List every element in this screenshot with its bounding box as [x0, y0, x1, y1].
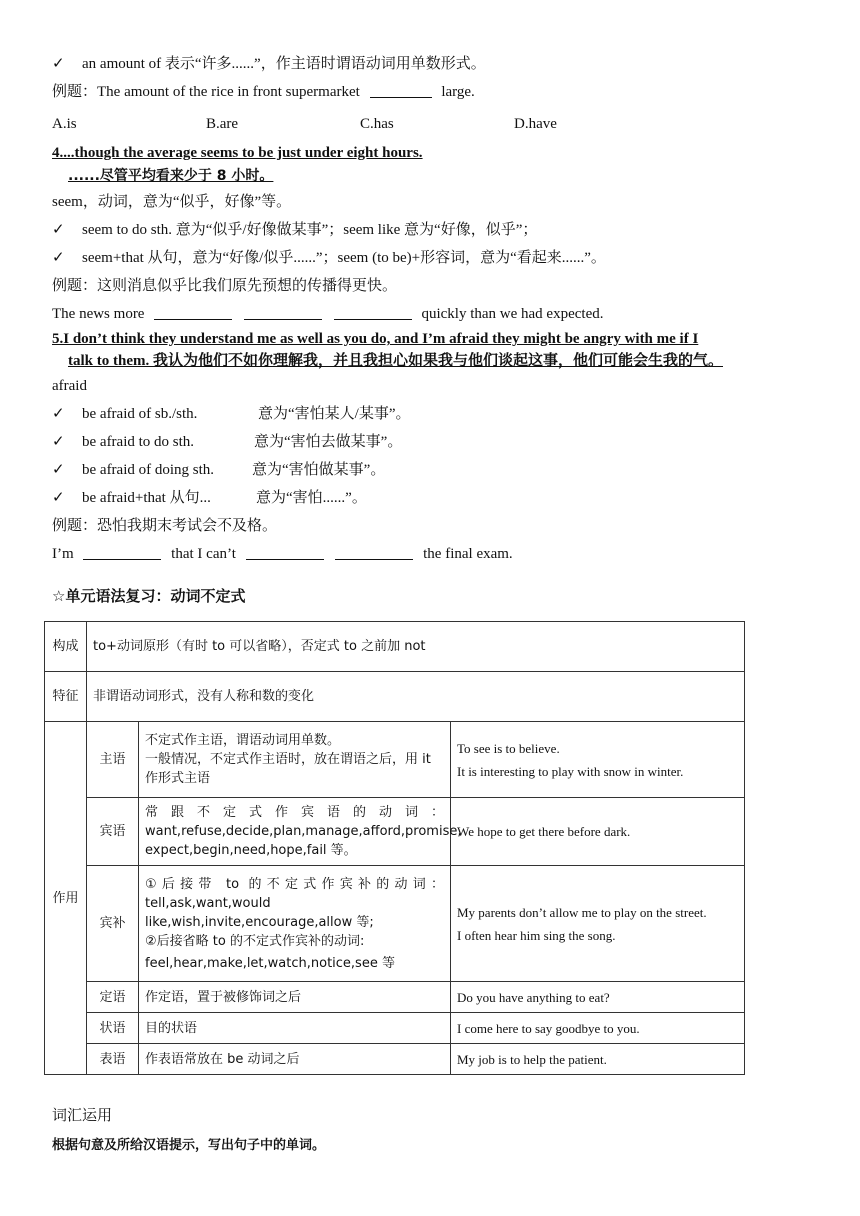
vocab-instructions: 根据句意及所给汉语提示，写出句子中的单词。	[52, 1138, 326, 1153]
table-row	[45, 672, 745, 722]
desc-cell	[139, 798, 462, 866]
check-icon: ✓	[52, 406, 65, 422]
desc-cell	[139, 722, 451, 798]
answer-blank[interactable]	[83, 543, 161, 560]
table-row	[45, 866, 745, 982]
example-cell: We hope to get there before dark.	[451, 798, 745, 866]
option-b[interactable]: B.are	[206, 116, 239, 132]
example-cell	[451, 866, 745, 982]
example-question-1	[52, 78, 822, 106]
example-text: I’m	[52, 546, 74, 562]
afraid-usage-4	[52, 484, 822, 512]
answer-blank[interactable]	[335, 543, 413, 560]
example-line: My parents don’t allow me to play on the street.	[457, 904, 707, 920]
desc-cell: 目的状语	[139, 1013, 451, 1044]
afraid-word: afraid	[52, 378, 87, 394]
row-label: 特征	[45, 672, 87, 722]
role-cell: 定语	[87, 982, 139, 1013]
row-text: 非谓语动词形式，没有人称和数的变化	[87, 672, 745, 722]
usage-phrase: be afraid to do sth.	[82, 434, 195, 450]
heading-5-cont: talk to them. 我认为他们不如你理解我，并且我担心如果我与他们谈起这事，他们可能会生我的气。	[68, 353, 723, 369]
afraid-usage-3	[52, 456, 822, 484]
row-label: 作用	[45, 722, 87, 1075]
table-row	[45, 798, 745, 866]
desc-cell: 作定语，置于被修饰词之后	[139, 982, 451, 1013]
afraid-usage-1	[52, 400, 822, 428]
check-icon: ✓	[52, 250, 65, 266]
usage-phrase: be afraid of sb./sth.	[82, 406, 198, 422]
usage-text: seem+that 从句，意为“好像/似乎......”；seem (to be)+形容词，意为“看起来......”。	[82, 250, 606, 266]
seem-usage-1	[52, 216, 822, 244]
table-row	[45, 722, 745, 798]
check-icon: ✓	[52, 490, 65, 506]
seem-usage-2	[52, 244, 822, 272]
example-cell	[451, 722, 745, 798]
answer-blank[interactable]	[154, 303, 232, 320]
check-icon: ✓	[52, 462, 65, 478]
example-cell: I come here to say goodbye to you.	[451, 1013, 745, 1044]
desc-line: 一般情况，不定式作主语时，放在谓语之后，用 it 作形式主语	[145, 752, 431, 786]
usage-meaning: 意为“害怕某人/某事”。	[258, 406, 411, 422]
desc-line: ②后接省略 to 的不定式作宾补的动词:	[145, 933, 365, 949]
note-text: an amount of 表示“许多......”，作主语时谓语动词用单数形式。	[82, 56, 486, 72]
table-row	[45, 982, 745, 1013]
desc-line: 常跟不定式作宾语的动词：	[145, 805, 444, 820]
role-cell: 宾语	[87, 798, 139, 866]
example-text: The news more	[52, 306, 145, 322]
desc-line: tell,ask,want,would like,wish,invite,encourage,allow 等;	[145, 895, 374, 930]
option-c[interactable]: C.has	[360, 116, 394, 132]
example2-en	[52, 540, 822, 568]
check-icon: ✓	[52, 434, 65, 450]
role-cell: 表语	[87, 1044, 139, 1075]
usage-meaning: 意为“害怕......”。	[256, 490, 367, 506]
example-text: that I can’t	[171, 546, 236, 562]
answer-blank[interactable]	[246, 543, 324, 560]
example-cn: 例题：这则消息似乎比我们原先预想的传播得更快。	[52, 278, 398, 294]
role-cell: 状语	[87, 1013, 139, 1044]
heading-4: 4....though the average seems to be just under eight hours.	[52, 145, 423, 161]
example-text: 例题：The amount of the rice in front supermarket	[52, 84, 360, 100]
example-text-end: the final exam.	[423, 546, 513, 562]
desc-line: feel,hear,make,let,watch,notice,see 等	[145, 955, 395, 971]
answer-blank[interactable]	[370, 81, 432, 98]
heading-5: 5.I don’t think they understand me as well as you do, and I’m afraid they might be angry with me if I	[52, 331, 699, 347]
example-cell: Do you have anything to eat?	[451, 982, 745, 1013]
usage-meaning: 意为“害怕做某事”。	[252, 462, 386, 478]
usage-phrase: be afraid+that 从句...	[82, 490, 211, 506]
example-line: It is interesting to play with snow in winter.	[457, 763, 684, 779]
desc-line: want,refuse,decide,plan,manage,afford,promise, expect,begin,need,hope,fail 等。	[145, 824, 462, 858]
option-d[interactable]: D.have	[514, 116, 557, 132]
check-icon: ✓	[52, 222, 65, 238]
table-row	[45, 1044, 745, 1075]
usage-phrase: be afraid of doing sth.	[82, 462, 215, 478]
row-text: to+动词原形（有时 to 可以省略），否定式 to 之前加 not	[87, 622, 745, 672]
desc-line: 不定式作主语，谓语动词用单数。	[145, 733, 341, 748]
desc-cell	[139, 866, 451, 982]
example-line: To see is to believe.	[457, 740, 560, 756]
grammar-table	[44, 621, 745, 1075]
desc-line: ①后接带 to 的不定式作宾补的动词：	[145, 876, 444, 892]
note-an-amount	[52, 50, 822, 78]
role-cell: 主语	[87, 722, 139, 798]
example-en	[52, 300, 822, 328]
afraid-usage-2	[52, 428, 822, 456]
desc-cell: 作表语常放在 be 动词之后	[139, 1044, 451, 1075]
role-cell: 宾补	[87, 866, 139, 982]
example2-cn: 例题：恐怕我期末考试会不及格。	[52, 518, 278, 534]
options-row	[52, 110, 822, 138]
usage-meaning: 意为“害怕去做某事”。	[254, 434, 403, 450]
section-heading: ☆单元语法复习：动词不定式	[52, 587, 246, 605]
heading-4-translation: ......尽管平均看来少于 8 小时。	[68, 168, 274, 184]
option-a[interactable]: A.is	[52, 116, 77, 132]
example-cell: My job is to help the patient.	[451, 1044, 745, 1075]
document-body	[52, 50, 822, 610]
vocab-heading: 词汇运用	[52, 1106, 113, 1124]
example-line: I often hear him sing the song.	[457, 927, 616, 943]
table-row	[45, 1013, 745, 1044]
row-label: 构成	[45, 622, 87, 672]
answer-blank[interactable]	[244, 303, 322, 320]
answer-blank[interactable]	[334, 303, 412, 320]
check-icon: ✓	[52, 56, 65, 72]
example-text-end: quickly than we had expected.	[421, 306, 604, 322]
seem-definition: seem，动词，意为“似乎，好像”等。	[52, 194, 292, 210]
usage-text: seem to do sth. 意为“似乎/好像做某事”；seem like 意为“好像，似乎”；	[82, 222, 538, 238]
example-text-end: large.	[441, 84, 475, 100]
table-row	[45, 622, 745, 672]
